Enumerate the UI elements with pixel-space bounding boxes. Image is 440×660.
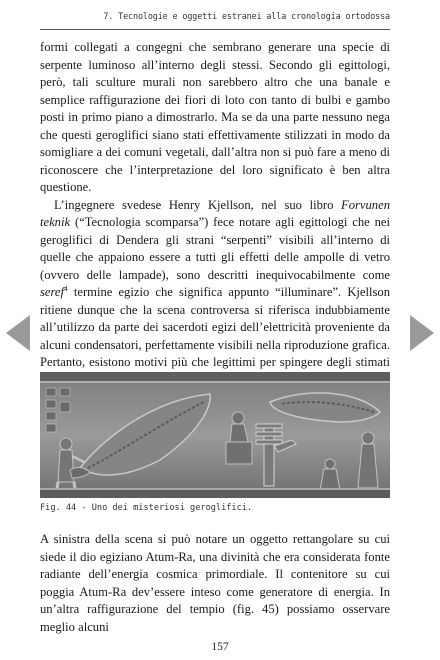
book-title: Forvunen teknik [40,197,390,229]
body-text-bottom [40,531,390,636]
text-run: (“Tecnologia scomparsa”) fece notare agli egittologi che nei geroglifici di Dendera gli strani “serpenti” visibili all’interno di quelle che appaiono essere a tutti gli effetti delle ampolle di vetro (ovvero delle lampade), sono descritti inequivocabilmente come [40,215,390,282]
text-run: L’ingegnere svedese Henry Kjellson, nel suo libro [54,197,342,212]
egyptian-term: seref [40,285,65,299]
running-title: 7. Tecnologie e oggetti estranei alla cronologia ortodossa [103,11,390,21]
body-text-top [40,39,390,389]
figure-caption: Fig. 44 - Uno dei misteriosi geroglifici. [40,503,253,513]
paragraph: A sinistra della scena si può notare un oggetto rettangolare su cui siede il dio egiziano Atum-Ra, una divinità che era considerata fonte radiante dell’energia cosmica primordiale. Il contenitore su cui poggia Atum-Ra dev’essere inteso come generatore di energia. In un’altra raffigurazione del tempio (fig. 45) possiamo osservare meglio alcuni [40,532,390,634]
page-number: 157 [211,641,229,653]
previous-page-button[interactable] [4,313,32,353]
figure-hieroglyph-relief [40,372,390,498]
paragraph [40,197,390,390]
footnote-marker: 4 [64,283,68,293]
next-page-button[interactable] [408,313,436,353]
text-run: termine egizio che significa appunto “illuminare”. Kjellson ritiene dunque che la scena controversa si riferisca indubbiamente all’utilizzo da parte dei sacerdoti egizi dell’elettricità proveniente da alcuni condensatori, perfettamente visibili nella riproduzione grafica. Pertanto, esistono motivi più che legittimi per spingere degli stimati [40,285,390,369]
relief-illustration [40,372,390,498]
paragraph: formi collegati a congegni che sembrano generare una specie di serpente luminoso all’interno degli stessi. Secondo gli egittologi, però, tali sculture murali non sarebbero altro che una banale e semplice raffigurazione dei fiori di loto con tanto di bulbi e gambo posti in primo piano a dimostrarlo. Ma se da una parte nessuno nega che questi geroglifici siano stati effettivamente stilizzati in modo da somigliare a dei comuni vegetali, dall’altra non si può fare a meno di riconoscere che l’interpretazione del loro significato è ben altra questione. [40,40,390,194]
arrow-right-icon [408,313,436,353]
arrow-left-icon [4,313,32,353]
running-header [40,9,390,30]
